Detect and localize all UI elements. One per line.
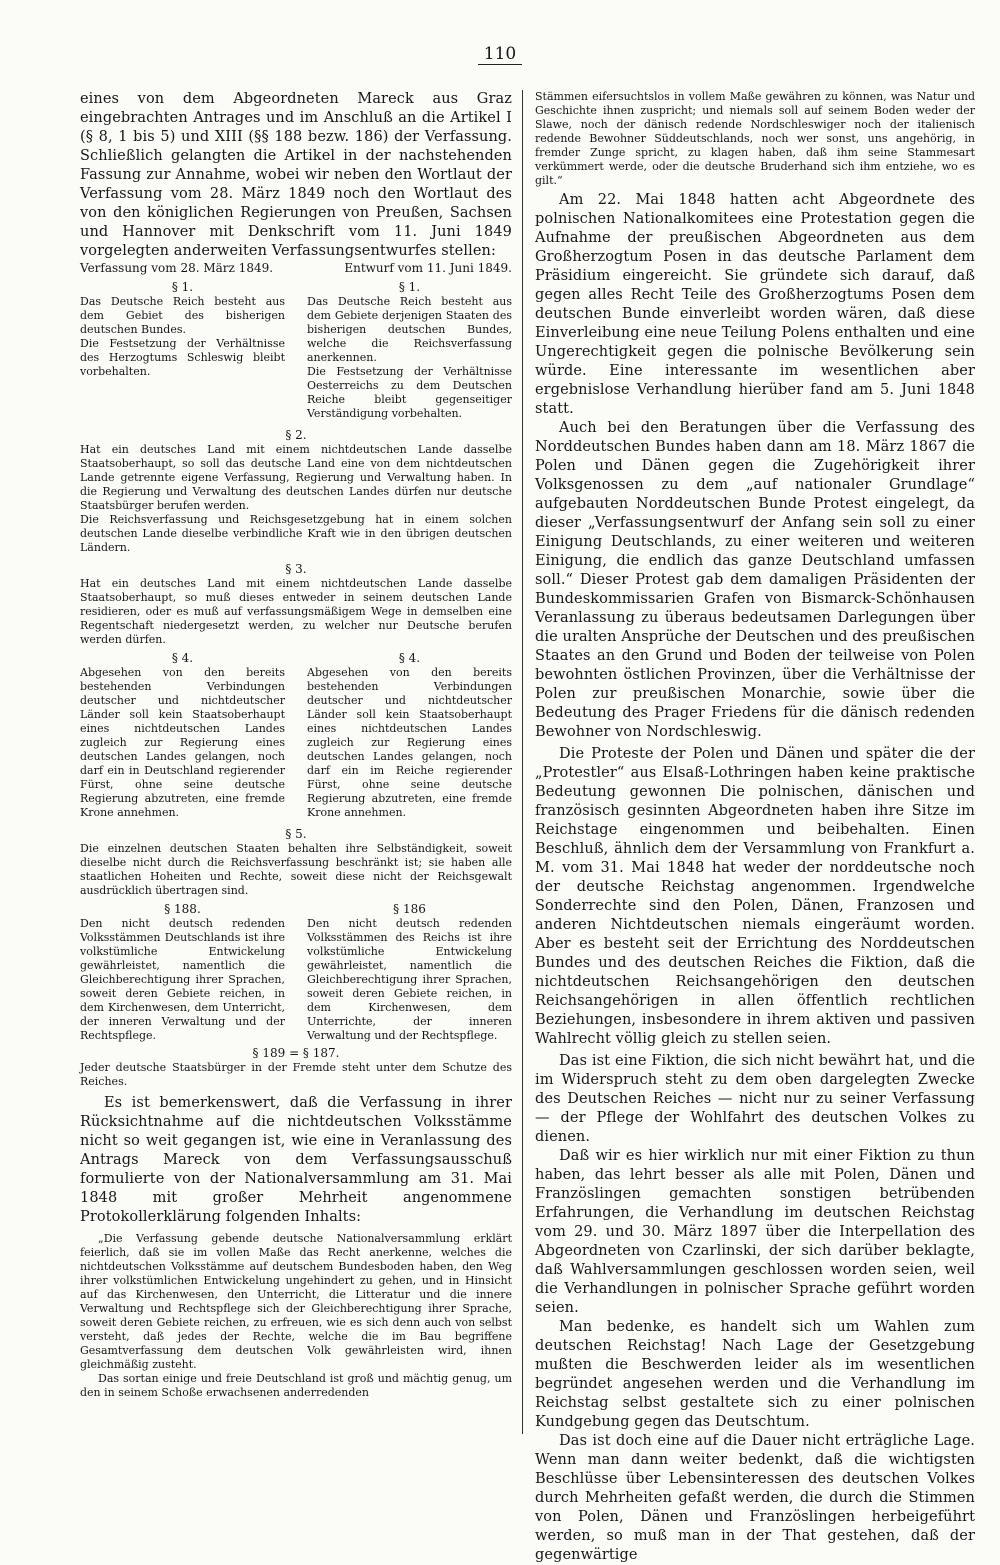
paragraph-fiktion: Das ist eine Fiktion, die sich nicht bewährt hat, und die im Widerspruch steht zu dem oben dargelegten Zwecke des Deutschen Reiches — nicht nur zu seiner Verfassung — der Pflege der Wohlfahrt des deutschen Volkes zu dienen. xyxy=(535,1053,975,1145)
section-189-title: § 189 = § 187. xyxy=(252,1046,340,1060)
section-1-comparison xyxy=(80,277,512,421)
paragraph-verhandlung-1897: Daß wir es hier wirklich nur mit einer Fiktion zu thun haben, das lehrt besser als alle mit Polen, Dänen und Französlingen gemachten sonstigen betrübenden Erfahrungen, die Verhandlung im deutschen Reichstag vom 29. und 30. März 1897 über die Interpellation des Abgeordneten von Czarlinski, der sich darüber beklagte, daß Wahlversammlungen geschlossen worden seien, weil die Verhandlungen in polnischer Sprache geführt worden seien. xyxy=(535,1148,975,1316)
section-5-text: Die einzelnen deutschen Staaten behalten ihre Selbständigkeit, soweit dieselbe nicht durch die Reichsverfassung beschränkt ist; sie haben alle staatlichen Hoheiten und Rechte, soweit diese nicht der Reichsgewalt ausdrücklich übertragen sind. xyxy=(80,842,512,897)
quote-continuation: Stämmen eifersuchtslos in vollem Maße gewähren zu können, was Natur und Geschichte ihnen zuspricht; und niemals soll auf seinem Boden weder der Slawe, noch der dänisch redende Nordschleswiger noch der italienisch redende Bewohner Süddeutschlands, noch wer sonst, uns angehörig, in fremder Zunge spricht, zu klagen haben, daß ihm seine Stammesart verkümmert werde, oder die deutsche Bruderhand sich ihm entziehe, wo es gilt.“ xyxy=(535,90,975,187)
header-verfassung-1849: Verfassung vom 28. März 1849. xyxy=(80,261,274,275)
section-1-right-text-1: Das Deutsche Reich besteht aus dem Gebiete derjenigen Staaten des bisherigen deutschen Bundes, welche die Reichsverfassung anerkennen. xyxy=(307,295,512,364)
section-1-left-text-2: Die Festsetzung der Verhältnisse des Herzogtums Schleswig bleibt vorbehalten. xyxy=(80,337,285,378)
intro-paragraph: eines von dem Abgeordneten Mareck aus Graz eingebrachten Antrages und im Anschluß an die Artikel I (§ 8, 1 bis 5) und XIII (§§ 188 bezw. 186) der Verfassung. Schließlich gelangten die Artikel in der nachstehenden Fassung zur Annahme, wobei wir neben den Wortlaut der Verfassung vom 28. März 1849 noch den Wortlaut des von den königlichen Regierungen von Preußen, Sachsen und Hannover mit Denkschrift vom 11. Juni 1849 vorgelegten anderweiten Verfassungsentwurfes stellen: xyxy=(80,91,512,259)
section-3-text: Hat ein deutsches Land mit einem nichtdeutschen Lande dasselbe Staatsoberhaupt, so muß dieses entweder in seinem deutschen Lande residieren, oder es muß auf verfassungsmäßigem Wege in demselben eine Regentschaft niedergesetzt werden, zu welcher nur Deutsche berufen werden dürfen. xyxy=(80,577,512,646)
section-188-title: § 188. xyxy=(164,902,201,916)
section-2 xyxy=(80,427,512,555)
section-186-right xyxy=(307,899,512,1043)
section-5-title: § 5. xyxy=(285,827,307,841)
section-4-left xyxy=(80,648,285,820)
section-1-left xyxy=(80,277,285,421)
section-1-left-text-1: Das Deutsche Reich besteht aus dem Gebiet des bisherigen deutschen Bundes. xyxy=(80,295,285,336)
section-2-text-2: Die Reichsverfassung und Reichsgesetzgebung hat in einem solchen deutschen Lande dieselbe verbindliche Kraft wie in den übrigen deutschen Ländern. xyxy=(80,513,512,554)
section-2-text-1: Hat ein deutsches Land mit einem nichtdeutschen Lande dasselbe Staatsoberhaupt, so soll das deutsche Land eine von dem nichtdeutschen Lande getrennte eigene Verfassung, Regierung und Verwaltung haben. In die Regierung und Verwaltung des deutschen Landes dürfen nur deutsche Staatsbürger berufen werden. xyxy=(80,443,512,512)
quote-paragraph-1: „Die Verfassung gebende deutsche Nationalversammlung erklärt feierlich, daß sie im vollen Maße das Recht anerkenne, welches die nichtdeutschen Volksstämme auf deutschem Bundesboden haben, den Weg ihrer volkstümlichen Entwickelung ungehindert zu gehen, und in Hinsicht auf das Kirchenwesen, den Unterricht, die Litteratur und die innere Verwaltung und Rechtspflege sich der Gleichberechtigung ihrer Sprache, soweit deren Gebiete reichen, zu erfreuen, wie es sich denn auch von selbst versteht, daß jedes der Rechte, welche die im Bau begriffene Gesamtverfassung dem deutschen Volk gewährleisten wird, ihnen gleichmäßig zusteht. xyxy=(80,1232,512,1371)
right-column xyxy=(535,90,975,1563)
paragraph-bemerkenswert: Es ist bemerkenswert, daß die Verfassung in ihrer Rücksichtnahme auf die nichtdeutschen Volksstämme nicht so weit gegangen ist, wie eine in Veranlassung des Antrags Mareck von dem Verfassungsausschuß formulierte von der Nationalversammlung am 31. Mai 1848 mit großer Mehrheit angenommene Protokollerklärung folgenden Inhalts: xyxy=(80,1095,512,1225)
section-4-right xyxy=(307,648,512,820)
section-188-left xyxy=(80,899,285,1043)
column-divider xyxy=(522,90,523,1434)
section-5 xyxy=(80,826,512,898)
section-186-text: Den nicht deutsch redenden Volksstämmen des Reichs ist ihre volkstümliche Entwickelung gewährleistet, namentlich die Gleichberechtigung ihrer Sprachen, soweit deren Gebiete reichen, in dem Kirchenwesen, dem Unterrichte, der inneren Verwaltung und der Rechtspflege. xyxy=(307,917,512,1042)
section-4-comparison xyxy=(80,648,512,820)
section-4-left-text: Abgesehen von den bereits bestehenden Verbindungen deutscher und nichtdeutscher Länder soll kein Staatsoberhaupt eines nichtdeutschen Landes zugleich zur Regierung eines deutschen Landes gelangen, noch darf ein in Deutschland regierender Fürst, ohne seine deutsche Regierung abzutreten, eine fremde Krone annehmen. xyxy=(80,666,285,819)
header-entwurf-1849: Entwurf vom 11. Juni 1849. xyxy=(344,261,512,275)
section-1-right-title: § 1. xyxy=(398,280,421,294)
paragraph-wahlen-reichstag: Man bedenke, es handelt sich um Wahlen zum deutschen Reichstag! Nach Lage der Gesetzgebung mußten die Beschwerden leider als im wesentlichen begründet angesehen werden und die Verhandlung im Reichstag selbst gestaltete sich zu einer polnischen Kundgebung gegen das Deutschtum. xyxy=(535,1319,975,1430)
section-189-text: Jeder deutsche Staatsbürger in der Fremde steht unter dem Schutze des Reiches. xyxy=(80,1061,512,1088)
section-189 xyxy=(80,1045,512,1089)
paragraph-proteste: Die Proteste der Polen und Dänen und später die der „Protestler“ aus Elsaß-Lothringen haben keine praktische Bedeutung gewonnen Die polnischen, dänischen und französisch gesinnten Abgeordneten haben ihre Sitze im Reichstage eingenommen und beibehalten. Einen Beschluß, ähnlich dem der Versammlung von Frankfurt a. M. vom 31. Mai 1848 hat weder der norddeutsche noch der deutsche Reichstag angenommen. Irgendwelche Sonderrechte sind den Polen, Dänen, Franzosen und anderen Nichtdeutschen niemals eingeräumt worden. Aber es besteht seit der Errichtung des Norddeutschen Bundes und des deutschen Reiches die Fiktion, daß die nichtdeutschen Reichsangehörigen den deutschen Reichsangehörigen in allen öffentlich rechtlichen Beziehungen, insbesondere in ihrem aktiven und passiven Wahlrecht völlig gleich zu stellen seien. xyxy=(535,746,975,1047)
section-186-title: § 186 xyxy=(393,902,426,916)
section-1-right-text-2: Die Festsetzung der Verhältnisse Oesterreichs zu dem Deutschen Reiche bleibt gegenseitiger Verständigung vorbehalten. xyxy=(307,365,512,420)
section-3-title: § 3. xyxy=(285,562,307,576)
section-4-right-title: § 4. xyxy=(398,651,421,665)
comparison-header xyxy=(80,261,512,276)
quote-paragraph-2: Das sortan einige und freie Deutschland ist groß und mächtig genug, um den in seinem Schoße erwachsenen anderredenden xyxy=(80,1372,512,1399)
page-number: 110 xyxy=(0,44,1000,64)
paragraph-norddeutscher-bund: Auch bei den Beratungen über die Verfassung des Norddeutschen Bundes haben dann am 18. März 1867 die Polen und Dänen gegen die Zugehörigkeit ihrer Volksgenossen zu dem „auf nationaler Grundlage“ aufgebauten Norddeutschen Bunde Protest eingelegt, da dieser „Verfassungsentwurf der Anfang sein soll zu einer Einigung Deutschlands, zu einer weiteren und weiteren Einigung, die endlich das ganze Deutschland umfassen soll.“ Dieser Protest gab dem damaligen Präsidenten der Bundeskommissarien Grafen von Bismarck-Schönhausen Veranlassung zu überaus bedeutsamen Darlegungen über die uralten Ansprüche der Deutschen und des preußischen Staates an den Grund und Boden der teilweise von Polen bewohnten östlichen Provinzen, über die Verhältnisse der Polen zur preußischen Monarchie, sowie über die Bedeutung des Prager Friedens für die dänisch redenden Bewohner von Nordschleswig. xyxy=(535,420,975,740)
paragraph-posen-protest: Am 22. Mai 1848 hatten acht Abgeordnete des polnischen Nationalkomitees eine Protestation gegen die Aufnahme der preußischen Abgeordneten aus dem Großherzogtum Posen in das deutsche Parlament dem Präsidium eingereicht. Sie gründete sich darauf, daß gegen alles Recht Teile des Großherzogtums Posen dem deutschen Bunde einverleibt worden wären, daß diese Einverleibung eine neue Teilung Polens enthalten und eine Ungerechtigkeit gegen die polnische Bevölkerung sein würde. Eine interessante im wesentlichen aber ergebnislose Verhandlung hierüber fand am 5. Juni 1848 statt. xyxy=(535,192,975,417)
section-4-right-text: Abgesehen von den bereits bestehenden Verbindungen deutscher und nichtdeutscher Länder soll kein Staatsoberhaupt eines nichtdeutschen Landes zugleich zur Regierung eines deutschen Landes gelangen, noch darf ein im Reiche regierender Fürst, ohne seine deutsche Regierung abzutreten, eine fremde Krone annehmen. xyxy=(307,666,512,819)
section-2-title: § 2. xyxy=(285,428,307,442)
section-4-left-title: § 4. xyxy=(171,651,194,665)
section-1-right xyxy=(307,277,512,421)
section-1-left-title: § 1. xyxy=(171,280,194,294)
section-3 xyxy=(80,561,512,647)
paragraph-dauer-lage: Das ist doch eine auf die Dauer nicht erträgliche Lage. Wenn man dann weiter bedenkt, daß die wichtigsten Beschlüsse über Lebensinteressen des deutschen Volkes durch Mehrheiten gefaßt werden, die durch die Stimmen von Polen, Dänen und Französlingen herbeigeführt werden, so muß man in der That gestehen, daß der gegenwärtige xyxy=(535,1433,975,1563)
section-188-text: Den nicht deutsch redenden Volksstämmen Deutschlands ist ihre volkstümliche Entwickelung gewährleistet, namentlich die Gleichberechtigung ihrer Sprachen, soweit deren Gebiete reichen, in dem Kirchenwesen, dem Unterricht, der inneren Verwaltung und der Rechtspflege. xyxy=(80,917,285,1042)
section-188-comparison xyxy=(80,899,512,1043)
left-column xyxy=(80,90,512,1436)
